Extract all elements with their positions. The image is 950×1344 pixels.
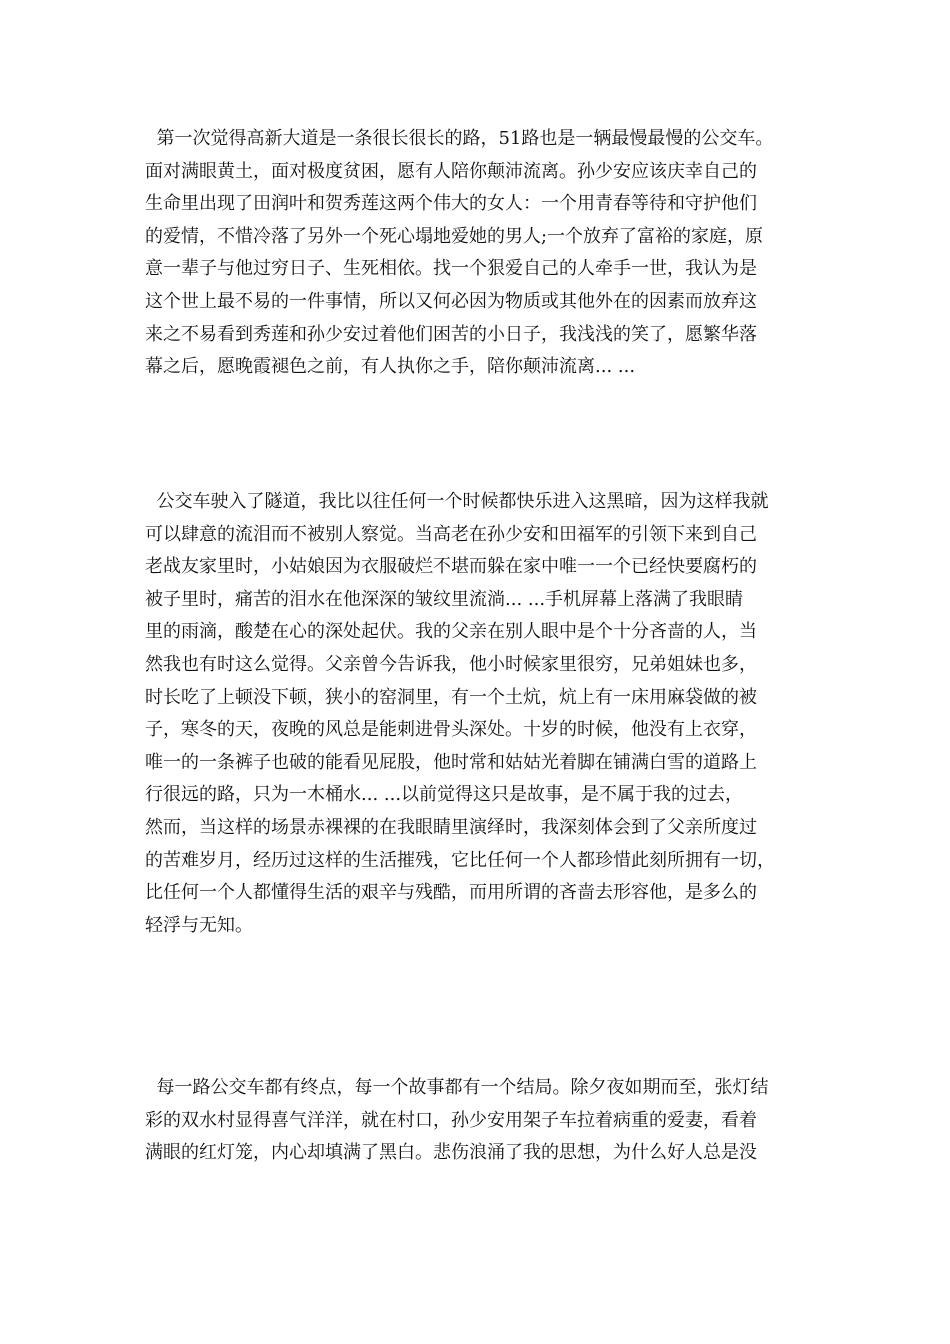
text-line: 彩的双水村显得喜气洋洋，就在村口，孙少安用架子车拉着病重的爱妻，看着 [145,1109,757,1131]
text-line: 这个世上最不易的一件事情，所以又何必因为物质或其他外在的因素而放弃这 [145,290,757,312]
paragraph-2 [145,486,805,942]
text-line: 公交车驶入了隧道，我比以往任何一个时候都快乐进入这黑暗，因为这样我就 [145,491,769,512]
text-line: 里的雨滴，酸楚在心的深处起伏。我的父亲在别人眼中是个十分吝啬的人，当 [145,621,757,643]
text-line: 生命里出现了田润叶和贺秀莲这两个伟大的女人：一个用青春等待和守护他们 [145,193,757,215]
text-line: 的爱情，不惜冷落了另外一个死心塌地爱她的男人;一个放弃了富裕的家庭，原 [145,225,764,247]
text-line: 被子里时，痛苦的泪水在他深深的皱纹里流淌... ...手机屏幕上落满了我眼睛 [145,588,744,610]
text-line: 每一路公交车都有终点，每一个故事都有一个结局。除夕夜如期而至，张灯结 [145,1077,769,1098]
paragraph-1 [145,123,805,384]
text-line: 满眼的红灯笼，内心却填满了黑白。悲伤浪涌了我的思想，为什么好人总是没 [145,1142,757,1164]
text-line: 然而，当这样的场景赤裸裸的在我眼睛里演绎时，我深刻体会到了父亲所度过 [145,816,757,838]
text-line: 然我也有时这么觉得。父亲曾今告诉我，他小时候家里很穷，兄弟姐妹也多， [145,653,757,675]
paragraph-3 [145,1072,805,1170]
text-line: 轻浮与无知。 [145,914,253,936]
text-line: 老战友家里时，小姑娘因为衣服破烂不堪而躲在家中唯一一个已经快要腐朽的 [145,556,757,578]
text-line: 唯一的一条裤子也破的能看见屁股，他时常和姑姑光着脚在铺满白雪的道路上 [145,751,757,773]
text-line: 可以肆意的流泪而不被别人察觉。当高老在孙少安和田福军的引领下来到自己 [145,523,757,545]
text-line: 第一次觉得高新大道是一条很长很长的路，51路也是一辆最慢最慢的公交车。 [145,128,774,149]
text-line: 行很远的路，只为一木桶水... ...以前觉得这只是故事，是不属于我的过去， [145,784,744,806]
text-line: 意一辈子与他过穷日子、生死相依。找一个狠爱自己的人牵手一世，我认为是 [145,258,757,280]
text-line: 来之不易看到秀莲和孙少安过着他们困苦的小日子，我浅浅的笑了，愿繁华落 [145,323,757,345]
text-line: 时长吃了上顿没下顿，狭小的窑洞里，有一个土炕，炕上有一床用麻袋做的被 [145,686,757,708]
text-line: 的苦难岁月，经历过这样的生活摧残，它比任何一个人都珍惜此刻所拥有一切， [145,849,775,871]
text-line: 比任何一个人都懂得生活的艰辛与残酷，而用所谓的吝啬去形容他，是多么的 [145,882,757,904]
text-line: 面对满眼黄土，面对极度贫困，愿有人陪你颠沛流离。孙少安应该庆幸自己的 [145,160,757,182]
text-line: 子，寒冬的天，夜晚的风总是能刺进骨头深处。十岁的时候，他没有上衣穿， [145,719,757,741]
text-line: 幕之后，愿晚霞褪色之前，有人执你之手，陪你颠沛流离... ... [145,356,636,378]
